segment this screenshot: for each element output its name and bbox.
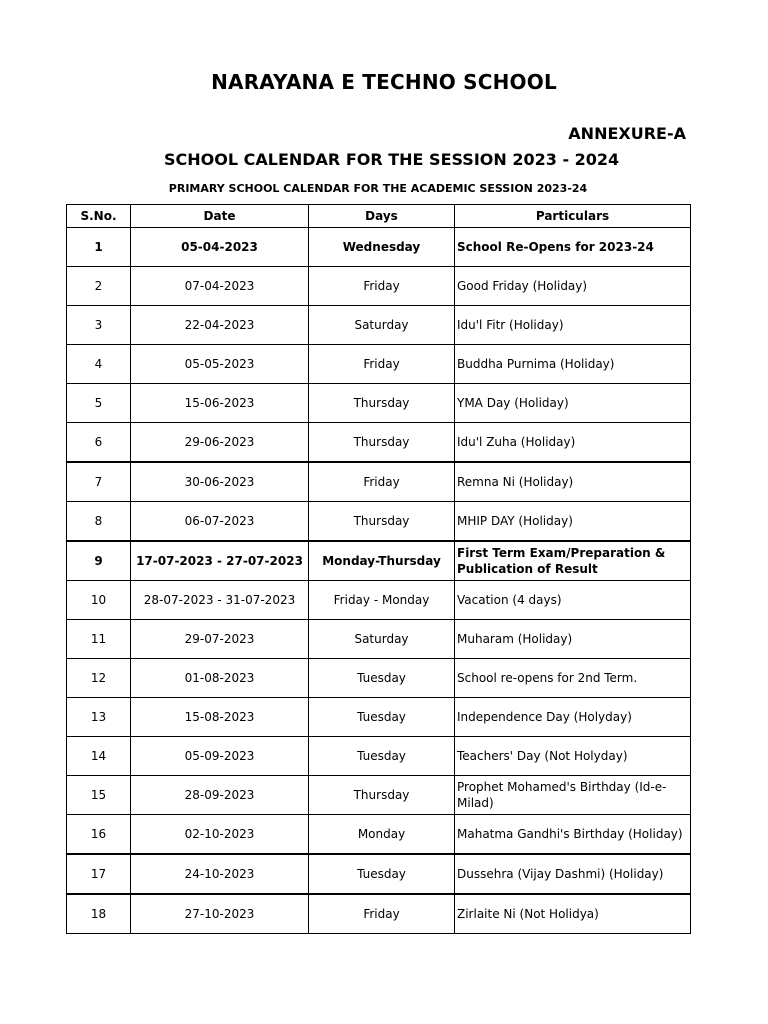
cell-sno: 8 <box>67 502 131 542</box>
cell-day: Saturday <box>309 620 455 659</box>
cell-sno: 5 <box>67 384 131 423</box>
cell-particulars: Mahatma Gandhi's Birthday (Holiday) <box>455 815 691 855</box>
cell-date: 02-10-2023 <box>131 815 309 855</box>
cell-sno: 17 <box>67 854 131 894</box>
cell-particulars: Teachers' Day (Not Holyday) <box>455 737 691 776</box>
cell-particulars: Muharam (Holiday) <box>455 620 691 659</box>
cell-day: Friday <box>309 267 455 306</box>
cell-particulars: Idu'l Zuha (Holiday) <box>455 423 691 463</box>
cell-date: 27-10-2023 <box>131 894 309 934</box>
cell-date: 05-04-2023 <box>131 228 309 267</box>
cell-date: 15-08-2023 <box>131 698 309 737</box>
cell-day: Thursday <box>309 776 455 815</box>
cell-sno: 16 <box>67 815 131 855</box>
table-row <box>67 423 691 463</box>
cell-sno: 15 <box>67 776 131 815</box>
cell-date: 17-07-2023 - 27-07-2023 <box>131 541 309 581</box>
cell-day: Tuesday <box>309 659 455 698</box>
cell-particulars: MHIP DAY (Holiday) <box>455 502 691 542</box>
cell-sno: 4 <box>67 345 131 384</box>
cell-particulars: Dussehra (Vijay Dashmi) (Holiday) <box>455 854 691 894</box>
table-row <box>67 541 691 581</box>
school-name: NARAYANA E TECHNO SCHOOL <box>211 70 557 94</box>
table-row <box>67 854 691 894</box>
cell-sno: 13 <box>67 698 131 737</box>
table-row <box>67 581 691 620</box>
cell-particulars: Zirlaite Ni (Not Holidya) <box>455 894 691 934</box>
cell-day: Friday <box>309 894 455 934</box>
table-row <box>67 737 691 776</box>
cell-particulars: YMA Day (Holiday) <box>455 384 691 423</box>
cell-day: Friday <box>309 462 455 502</box>
calendar-table-body <box>67 228 691 934</box>
cell-date: 15-06-2023 <box>131 384 309 423</box>
cell-sno: 14 <box>67 737 131 776</box>
cell-date: 28-09-2023 <box>131 776 309 815</box>
table-row <box>67 815 691 855</box>
cell-sno: 10 <box>67 581 131 620</box>
cell-sno: 2 <box>67 267 131 306</box>
cell-date: 29-07-2023 <box>131 620 309 659</box>
cell-particulars: School Re-Opens for 2023-24 <box>455 228 691 267</box>
table-row <box>67 659 691 698</box>
cell-particulars: Independence Day (Holyday) <box>455 698 691 737</box>
table-row <box>67 698 691 737</box>
cell-particulars: Good Friday (Holiday) <box>455 267 691 306</box>
cell-day: Monday <box>309 815 455 855</box>
cell-sno: 3 <box>67 306 131 345</box>
cell-particulars: School re-opens for 2nd Term. <box>455 659 691 698</box>
cell-date: 30-06-2023 <box>131 462 309 502</box>
cell-particulars: Idu'l Fitr (Holiday) <box>455 306 691 345</box>
table-row <box>67 345 691 384</box>
cell-day: Friday <box>309 345 455 384</box>
cell-day: Thursday <box>309 423 455 463</box>
cell-sno: 18 <box>67 894 131 934</box>
table-row <box>67 894 691 934</box>
cell-day: Monday-Thursday <box>309 541 455 581</box>
cell-date: 24-10-2023 <box>131 854 309 894</box>
table-row <box>67 462 691 502</box>
cell-sno: 1 <box>67 228 131 267</box>
table-header-row <box>67 205 691 228</box>
cell-day: Tuesday <box>309 737 455 776</box>
column-header-date: Date <box>131 205 309 228</box>
cell-day: Tuesday <box>309 698 455 737</box>
calendar-subtitle: PRIMARY SCHOOL CALENDAR FOR THE ACADEMIC SESSION 2023-24 <box>168 182 588 195</box>
cell-day: Friday - Monday <box>309 581 455 620</box>
cell-sno: 9 <box>67 541 131 581</box>
cell-particulars: Vacation (4 days) <box>455 581 691 620</box>
table-row <box>67 306 691 345</box>
calendar-table <box>66 204 691 934</box>
table-row <box>67 776 691 815</box>
cell-date: 22-04-2023 <box>131 306 309 345</box>
table-row <box>67 228 691 267</box>
annexure-label: ANNEXURE-A <box>568 124 686 143</box>
cell-day: Saturday <box>309 306 455 345</box>
table-row <box>67 502 691 542</box>
cell-sno: 6 <box>67 423 131 463</box>
cell-particulars: Prophet Mohamed's Birthday (Id-e-Milad) <box>455 776 691 815</box>
calendar-title: SCHOOL CALENDAR FOR THE SESSION 2023 - 2024 <box>164 150 620 169</box>
cell-date: 07-04-2023 <box>131 267 309 306</box>
cell-sno: 11 <box>67 620 131 659</box>
cell-date: 05-09-2023 <box>131 737 309 776</box>
cell-day: Wednesday <box>309 228 455 267</box>
column-header-particulars: Particulars <box>455 205 691 228</box>
table-row <box>67 384 691 423</box>
column-header-sno: S.No. <box>67 205 131 228</box>
cell-date: 01-08-2023 <box>131 659 309 698</box>
cell-date: 28-07-2023 - 31-07-2023 <box>131 581 309 620</box>
cell-day: Tuesday <box>309 854 455 894</box>
cell-particulars: Remna Ni (Holiday) <box>455 462 691 502</box>
table-row <box>67 620 691 659</box>
cell-particulars: Buddha Purnima (Holiday) <box>455 345 691 384</box>
cell-date: 06-07-2023 <box>131 502 309 542</box>
cell-date: 05-05-2023 <box>131 345 309 384</box>
cell-day: Thursday <box>309 502 455 542</box>
cell-particulars: First Term Exam/Preparation & Publication of Result <box>455 541 691 581</box>
table-row <box>67 267 691 306</box>
cell-date: 29-06-2023 <box>131 423 309 463</box>
column-header-days: Days <box>309 205 455 228</box>
cell-day: Thursday <box>309 384 455 423</box>
cell-sno: 12 <box>67 659 131 698</box>
cell-sno: 7 <box>67 462 131 502</box>
